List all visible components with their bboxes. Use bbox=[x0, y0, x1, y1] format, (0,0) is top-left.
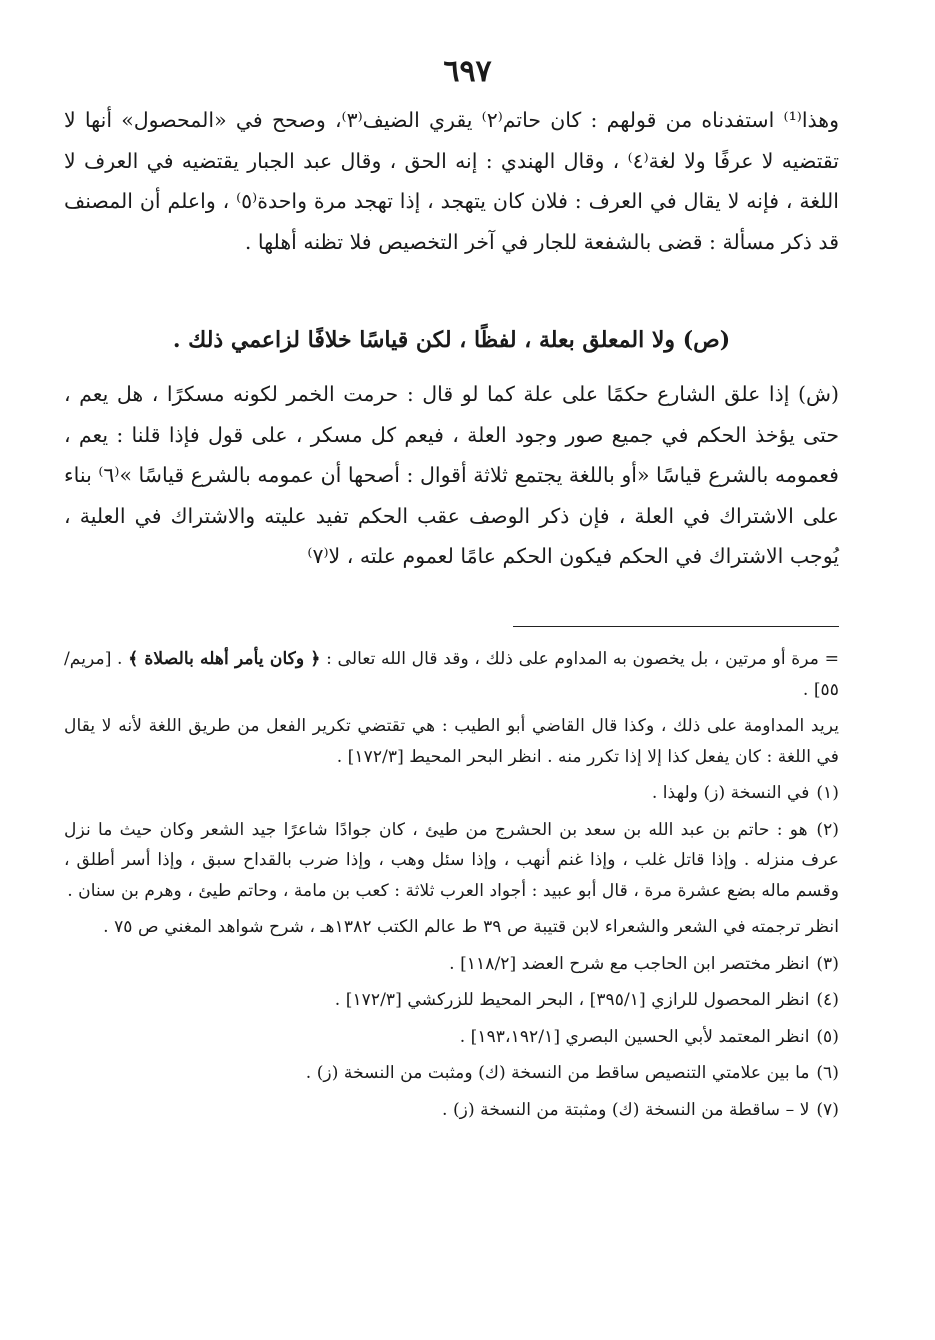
footnote-text: انظر المعتمد لأبي الحسين البصري [١٩٣،١٩٢/١] . bbox=[459, 1026, 810, 1047]
footnote-number: (٣) bbox=[816, 953, 839, 974]
commentary-paragraph-2 bbox=[64, 374, 839, 577]
footnote-number: (٥) bbox=[816, 1026, 839, 1047]
footnote-separator bbox=[513, 626, 839, 627]
paragraph-text: وهذا⁽¹⁾ استفدناه من قولهم : كان حاتم⁽٢⁾ يقري الضيف⁽٣⁾، وصحح في «المحصول» أنها لا تقتضيه لا عرفًا ولا لغة⁽٤⁾ ، وقال الهندي : إنه الحق ، وقال عبد الجبار يقتضيه في العرف لا اللغة ، فإنه لا يقال في العرف : فلان كان يتهجد ، إذا تهجد مرة واحدة⁽٥⁾ ، واعلم أن المصنف قد ذكر مسألة : قضى بالشفعة للجار في آخر التخصيص فلا تظنه أهلها . bbox=[64, 108, 839, 254]
footnote-text: انظر مختصر ابن الحاجب مع شرح العضد [١١٨/٢] . bbox=[449, 953, 810, 974]
page-number: ٦٩٧ bbox=[443, 54, 492, 89]
footnote-continuation-text: = مرة أو مرتين ، بل يخصون به المداوم على ذلك ، وقد قال الله تعالى : bbox=[326, 649, 840, 669]
quran-verse: ﴿ وكان يأمر أهله بالصلاة ﴾ bbox=[128, 649, 321, 669]
footnote-number: (٢) bbox=[816, 819, 840, 840]
footnote-6 bbox=[64, 1058, 839, 1089]
footnotes-section bbox=[64, 644, 839, 1131]
footnote-continuation bbox=[64, 644, 839, 705]
footnote-7 bbox=[64, 1095, 839, 1126]
text-rule-heading: (ص) ولا المعلق بعلة ، لفظًا ، لكن قياسًا خلافًا لزاعمي ذلك . bbox=[172, 327, 731, 353]
footnote-number: (٦) bbox=[816, 1063, 839, 1083]
footnote-text: هو : حاتم بن عبد الله بن سعد بن الحشرج من طيئ ، كان جوادًا شاعرًا جيد الشعر وكان حيث ما نزل عرف منزله . وإذا قاتل غلب ، وإذا غنم أنهب ، وإذا سئل وهب ، وإذا ضرب بالقداح سبق ، وإذا أسر أطلق ، وقسم ماله بضع عشرة مرة ، قال أبو عبيد : أجواد العرب ثلاثة : كعب بن مامة ، وحاتم طيئ ، وهرم بن سنان . bbox=[64, 819, 839, 901]
footnote-text: لا – ساقطة من النسخة (ك) ومثبتة من النسخة (ز) . bbox=[442, 1099, 810, 1120]
footnote-text: في النسخة (ز) ولهذا . bbox=[651, 783, 810, 803]
commentary-paragraph-1 bbox=[64, 100, 839, 262]
footnote-continuation-2: يريد المداومة على ذلك ، وكذا قال القاضي أبو الطيب : هي تقتضي تكرير الفعل من طريق اللغة لأنه لا يقال في اللغة : كان يفعل كذا إلا إذا تكرر منه . انظر البحر المحيط [١٧٢/٣] . bbox=[64, 716, 839, 767]
footnote-5 bbox=[64, 1022, 839, 1053]
footnote-number: (٤) bbox=[816, 990, 839, 1010]
paragraph-text: (ش) إذا علق الشارع حكمًا على علة كما لو قال : حرمت الخمر لكونه مسكرًا ، هل يعم ، حتى يؤخذ الحكم في جميع صور وجود العلة ، فيعم كل مسكر ، على قول فإذا قلنا : يعم ، فعمومه بالشرع قياسًا «أو باللغة يجتمع ثلاثة أقوال : أصحها أن عمومه بالشرع قياسًا »⁽٦⁾ بناء على الاشتراك في العلة ، فإن ذكر الوصف عقب الحكم تفيد عليته والاشتراك في العلية ، يُوجب الاشتراك في الحكم فيكون الحكم عامًا لعموم علته ، لا⁽٧⁾ bbox=[64, 382, 839, 568]
footnote-3 bbox=[64, 949, 839, 980]
footnote-1 bbox=[64, 778, 839, 809]
footnote-4 bbox=[64, 985, 839, 1016]
footnote-2-continuation: انظر ترجمته في الشعر والشعراء لابن قتيبة ص ٣٩ ط عالم الكتب ١٣٨٢هـ ، شرح شواهد المغني ص ٧٥ . bbox=[103, 917, 839, 937]
footnote-number: (٧) bbox=[816, 1099, 839, 1120]
quran-reference: . [مريم/٥٥] . bbox=[64, 649, 839, 700]
footnote-text: انظر المحصول للرازي [٣٩٥/١] ، البحر المحيط للزركشي [١٧٢/٣] . bbox=[334, 990, 810, 1010]
footnote-number: (١) bbox=[816, 783, 839, 803]
footnote-2 bbox=[64, 815, 839, 907]
footnote-text: ما بين علامتي التنصيص ساقط من النسخة (ك) ومثبت من النسخة (ز) . bbox=[305, 1063, 810, 1083]
